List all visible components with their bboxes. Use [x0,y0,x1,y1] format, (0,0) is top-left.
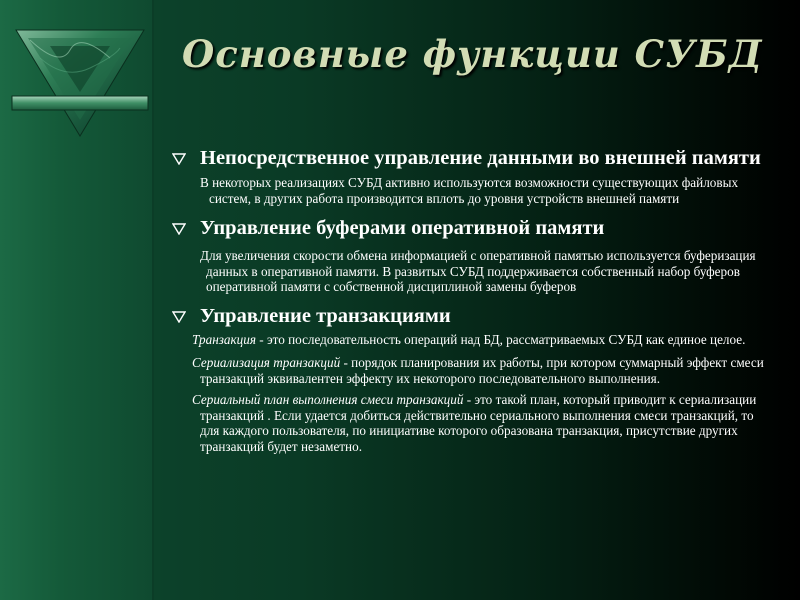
paragraph-transaction-definition [192,332,772,348]
arrowhead-bullet-icon [172,223,186,235]
paragraph-buffers: Для увеличения скорости обмена информацией с оперативной памятью используется буферизация данных в оперативной памяти. В развитых СУБД поддерживается собственный набор буферов оперативной памяти с собственной дисциплиной замены буферов [200,248,756,294]
arrowhead-bullet-icon [172,153,186,165]
bullet-heading-buffers [172,217,772,240]
triangle-logo-icon [10,28,150,140]
bullet-heading-text: Непосредственное управление данными во внешней памяти [200,147,761,169]
term-serialization: Сериализация транзакций [192,355,341,370]
definition-text: - это такой план, который приводит к сериализации транзакций . Если удается добиться действительно сериального выполнения смеси транзакций, то для каждого пользователя, по инициативе которого образована транзакция, присутствие других транзакций будет незаметно. [200,392,757,454]
arrowhead-bullet-icon [172,311,186,323]
bullet-heading-transactions [172,305,772,328]
paragraph-serial-plan [192,392,772,454]
term-serial-plan: Сериальный план выполнения смеси транзакций [192,392,464,407]
bullet-heading-external-memory [172,147,772,170]
paragraph-external-memory: В некоторых реализациях СУБД активно используются возможности существующих файловых систем, в других работа производится вплоть до уровня устройств внешней памяти [200,175,739,206]
slide-content [172,147,772,454]
definition-text: - это последовательность операций над БД, рассматриваемых СУБД как единое целое. [255,331,746,347]
definition-text: - порядок планирования их работы, при котором суммарный эффект смеси транзакций эквивалентен эффекту их некоторого последовательного выполнения. [200,355,764,386]
slide-title: Основные функции СУБД [182,32,763,76]
term-transaction: Транзакция [192,331,256,347]
paragraph-serialization [192,355,772,386]
bullet-heading-text: Управление транзакциями [200,304,451,327]
band-edge [152,0,154,600]
bullet-heading-text: Управление буферами оперативной памяти [200,217,605,239]
